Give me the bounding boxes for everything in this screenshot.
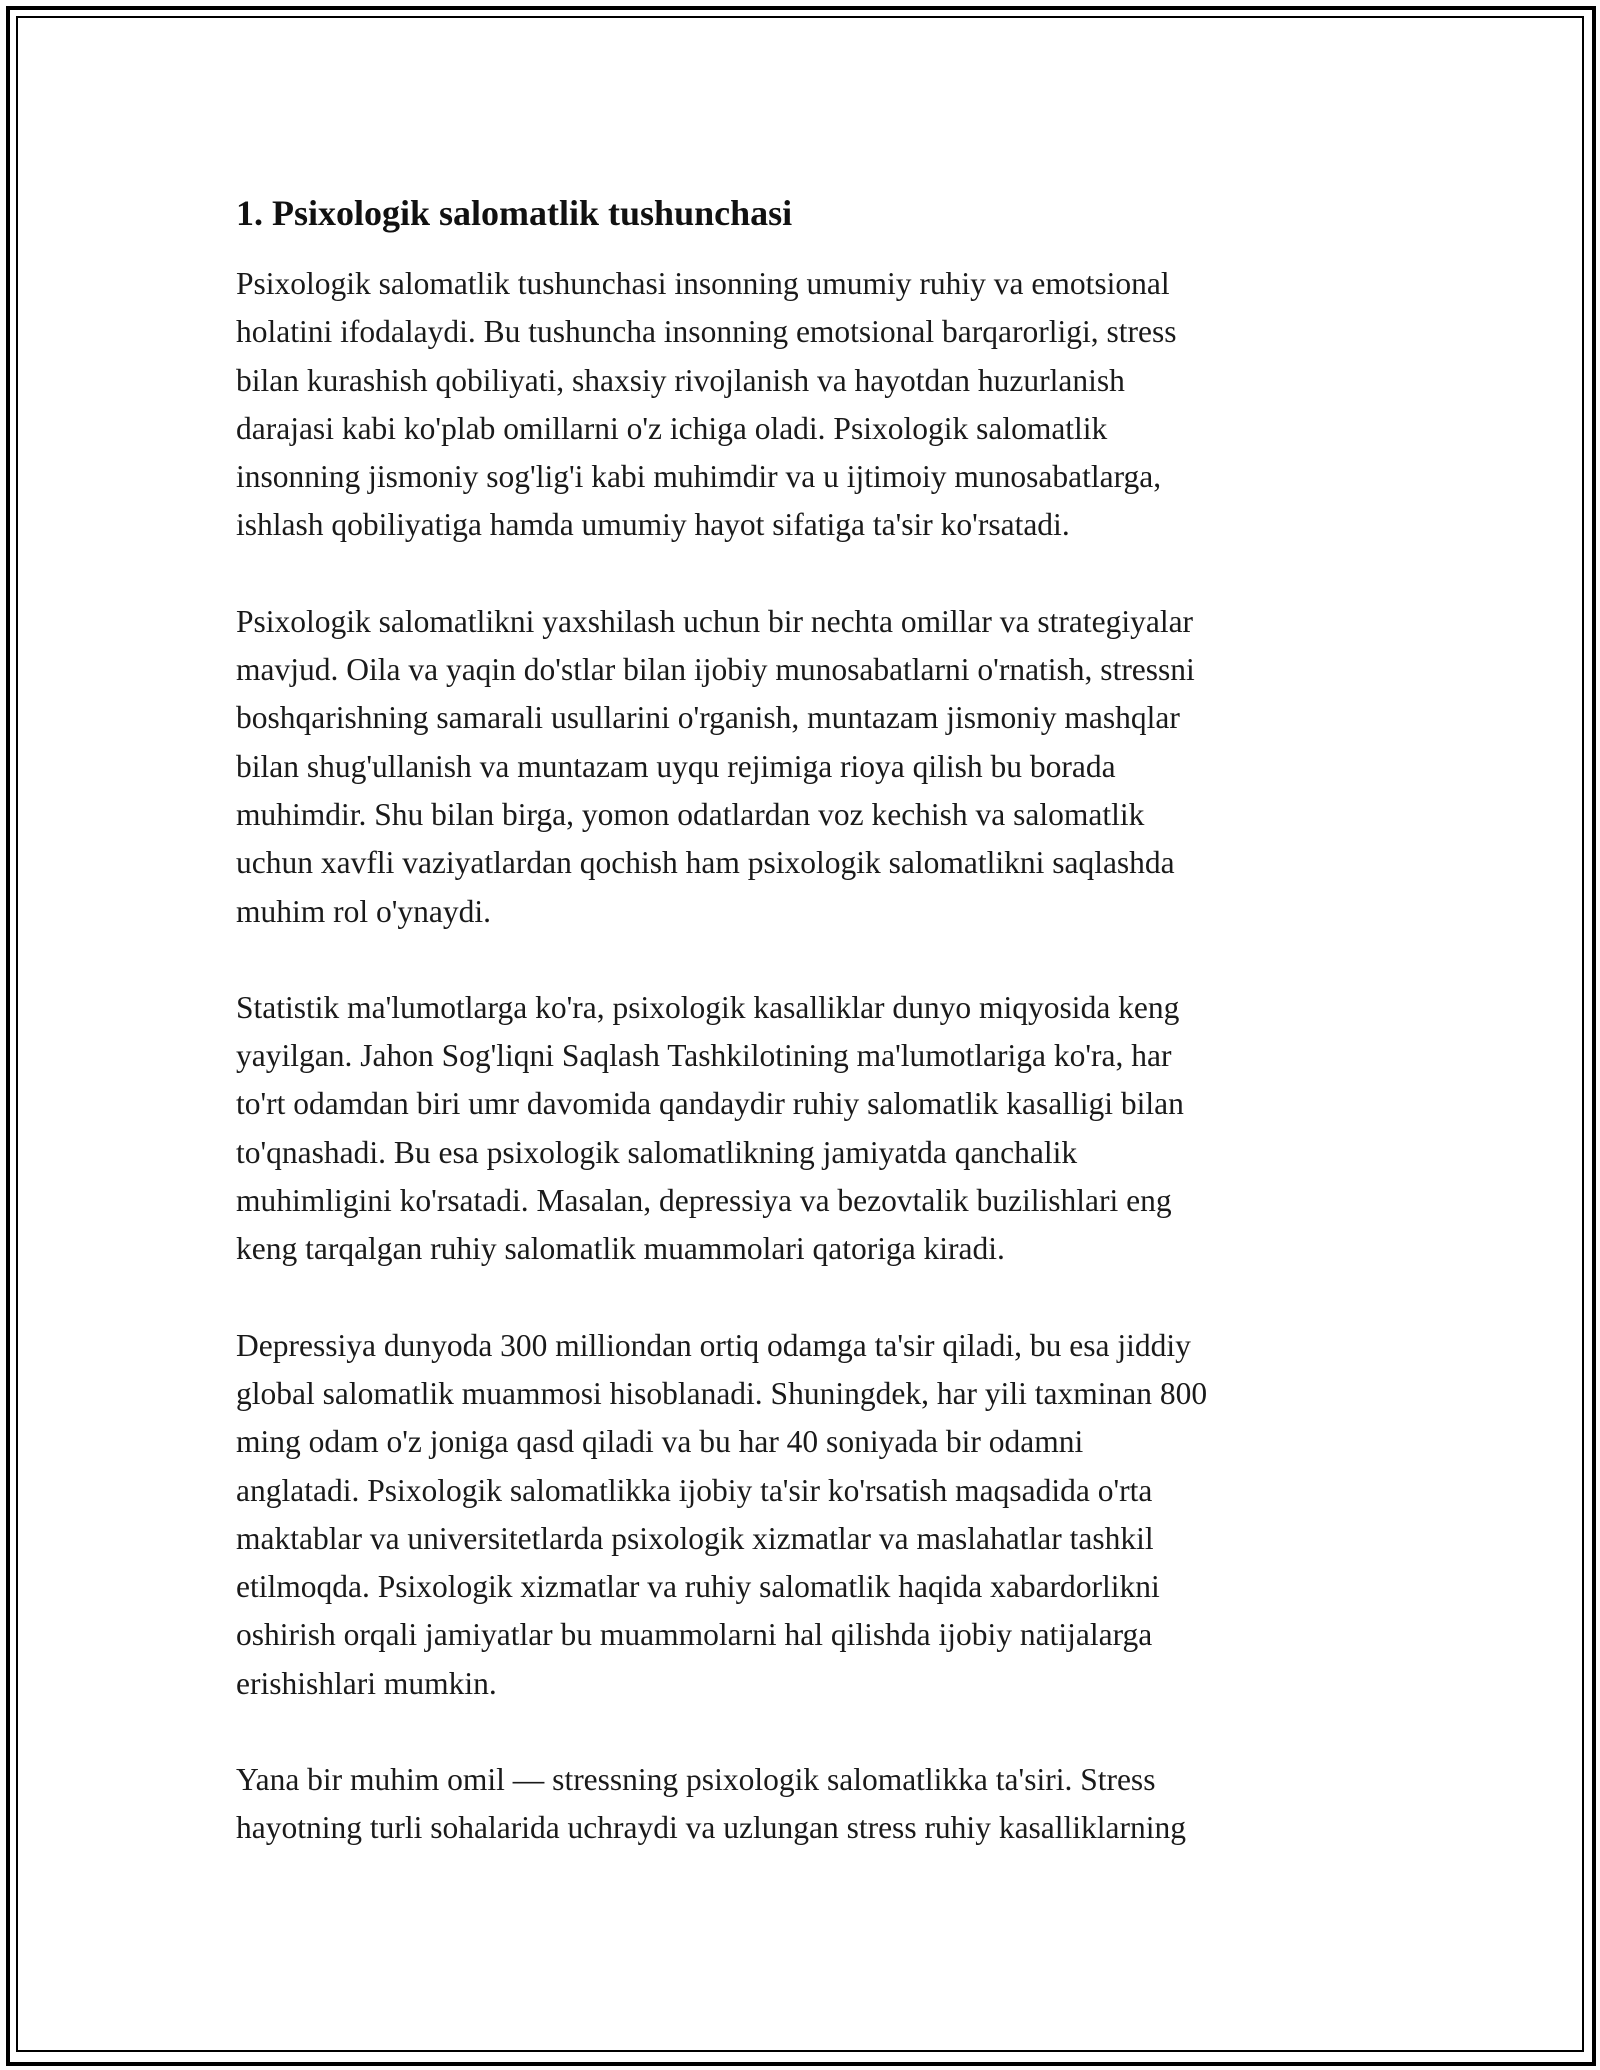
- paragraph-line: erishishlari mumkin.: [236, 1665, 497, 1701]
- paragraph-5: [236, 1756, 1396, 1853]
- paragraph-line: muhim rol o'ynaydi.: [236, 893, 492, 929]
- paragraph-line: muhimdir. Shu bilan birga, yomon odatlardan voz kechish va salomatlik: [236, 796, 1145, 832]
- section-heading: 1. Psixologik salomatlik tushunchasi: [236, 193, 793, 233]
- paragraph-line: maktablar va universitetlarda psixologik xizmatlar va maslahatlar tashkil: [236, 1520, 1154, 1556]
- paragraph-line: oshirish orqali jamiyatlar bu muammolarni hal qilishda ijobiy natijalarga: [236, 1617, 1153, 1653]
- paragraph-3: [236, 984, 1396, 1274]
- paragraph-line: insonning jismoniy sog'lig'i kabi muhimdir va u ijtimoiy munosabatlarga,: [236, 459, 1162, 495]
- paragraph-line: boshqarishning samarali usullarini o'rganish, muntazam jismoniy mashqlar: [236, 700, 1180, 736]
- paragraph-line: muhimligini ko'rsatadi. Masalan, depressiya va bezovtalik buzilishlari eng: [236, 1183, 1172, 1219]
- paragraph-line: ming odam o'z joniga qasd qiladi va bu har 40 soniyada bir odamni: [236, 1424, 1084, 1460]
- paragraph-4: [236, 1322, 1396, 1708]
- paragraph-line: to'qnashadi. Bu esa psixologik salomatlikning jamiyatda qanchalik: [236, 1134, 1078, 1170]
- paragraph-line: Depressiya dunyoda 300 milliondan ortiq odamga ta'sir qiladi, bu esa jiddiy: [236, 1327, 1191, 1363]
- paragraph-line: hayotning turli sohalarida uchraydi va uzlungan stress ruhiy kasalliklarning: [236, 1810, 1187, 1846]
- paragraph-line: keng tarqalgan ruhiy salomatlik muammolari qatoriga kiradi.: [236, 1231, 1005, 1267]
- paragraph-line: global salomatlik muammosi hisoblanadi. Shuningdek, har yili taxminan 800: [236, 1375, 1208, 1411]
- paragraph-line: ishlash qobiliyatiga hamda umumiy hayot sifatiga ta'sir ko'rsatadi.: [236, 507, 1070, 543]
- paragraph-1: [236, 260, 1396, 550]
- paragraph-2: [236, 598, 1396, 936]
- paragraph-line: etilmoqda. Psixologik xizmatlar va ruhiy salomatlik haqida xabardorlikni: [236, 1569, 1160, 1605]
- paragraph-line: Yana bir muhim omil — stressning psixologik salomatlikka ta'siri. Stress: [236, 1762, 1156, 1798]
- document-body: [236, 186, 1396, 1901]
- paragraph-line: holatini ifodalaydi. Bu tushuncha insonning emotsional barqarorligi, stress: [236, 314, 1177, 350]
- paragraph-line: yayilgan. Jahon Sog'liqni Saqlash Tashkilotining ma'lumotlariga ko'ra, har: [236, 1038, 1172, 1074]
- paragraph-line: mavjud. Oila va yaqin do'stlar bilan ijobiy munosabatlarni o'rnatish, stressni: [236, 652, 1195, 688]
- paragraph-line: to'rt odamdan biri umr davomida qandaydir ruhiy salomatlik kasalligi bilan: [236, 1086, 1184, 1122]
- paragraph-line: uchun xavfli vaziyatlardan qochish ham psixologik salomatlikni saqlashda: [236, 845, 1175, 881]
- paragraph-line: Psixologik salomatlikni yaxshilash uchun bir nechta omillar va strategiyalar: [236, 603, 1194, 639]
- paragraph-line: Psixologik salomatlik tushunchasi insonning umumiy ruhiy va emotsional: [236, 266, 1170, 301]
- paragraph-line: darajasi kabi ko'plab omillarni o'z ichiga oladi. Psixologik salomatlik: [236, 410, 1108, 446]
- paragraph-line: bilan shug'ullanish va muntazam uyqu rejimiga rioya qilish bu borada: [236, 748, 1116, 784]
- paragraph-line: anglatadi. Psixologik salomatlikka ijobiy ta'sir ko'rsatish maqsadida o'rta: [236, 1472, 1153, 1508]
- paragraph-line: Statistik ma'lumotlarga ko'ra, psixologik kasalliklar dunyo miqyosida keng: [236, 989, 1180, 1025]
- paragraph-line: bilan kurashish qobiliyati, shaxsiy rivojlanish va hayotdan huzurlanish: [236, 362, 1125, 398]
